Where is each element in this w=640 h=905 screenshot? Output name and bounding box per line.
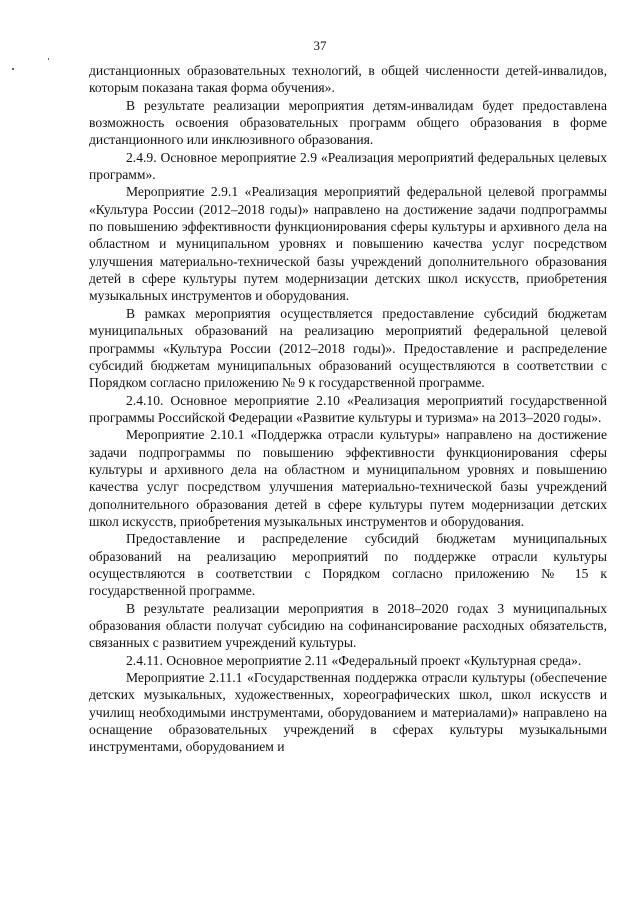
- paragraph: В результате реализации мероприятия в 2018–2020 годах 3 муниципальных образования области получат субсидию на софинансирование расходных обязательств, связанных с развитием учреждений культуры.: [89, 600, 607, 651]
- body-text: [89, 62, 607, 756]
- section-heading-2-4-10: 2.4.10. Основное мероприятие 2.10 «Реализация мероприятий государственной программы Российской Федерации «Развитие культуры и туризма» на 2013–2020 годы».: [89, 392, 607, 425]
- scan-speck: [12, 68, 14, 70]
- scan-speck: [48, 58, 49, 60]
- paragraph: Предоставление и распределение субсидий бюджетам муниципальных образований на реализацию мероприятий по поддержке отрасли культуры осуществляются в соответствии с Порядком согласно приложению № 15 к государственной программе.: [89, 531, 607, 599]
- page-number: 37: [313, 38, 327, 53]
- paragraph: Мероприятие 2.9.1 «Реализация мероприятий федеральной целевой программы «Культура России (2012–2018 годы)» направлено на достижение задачи подпрограммы по повышению эффективности функционирования сферы культуры и архивного дела на областном и муниципальном уровнях и повышению качества услуг посредством улучшения материально-технической базы учреждений дополнительного образования детей в сфере культуры путем модернизации детских школ искусств, приобретения музыкальных инструментов и оборудования.: [89, 184, 607, 304]
- section-heading-2-4-11: 2.4.11. Основное мероприятие 2.11 «Федеральный проект «Культурная среда».: [126, 652, 582, 668]
- section-heading-2-4-9: 2.4.9. Основное мероприятие 2.9 «Реализация мероприятий федеральных целевых программ».: [89, 149, 607, 183]
- paragraph: В результате реализации мероприятия детям-инвалидам будет предоставлена возможность освоения образовательных программ общего образования в форме дистанционного или инклюзивного образования.: [89, 97, 607, 148]
- paragraph-continuation: дистанционных образовательных технологий, в общей численности детей-инвалидов, которым показана такая форма обучения».: [89, 63, 607, 96]
- paragraph: Мероприятие 2.10.1 «Поддержка отрасли культуры» направлено на достижение задачи подпрограммы по повышению эффективности функционирования сферы культуры и архивного дела на областном и муниципальном уровнях и повышению качества услуг посредством улучшения материально-технической базы учреждений дополнительного образования детей в сфере культуры путем модернизации детских школ искусств, приобретения музыкальных инструментов и оборудования.: [89, 427, 607, 529]
- paragraph: Мероприятие 2.11.1 «Государственная поддержка отрасли культуры (обеспечение детских музыкальных, художественных, хореографических школ, школ искусств и училищ необходимыми инструментами, оборудованием и материалами)» направлено на оснащение образовательных учреждений в сферах культуры музыкальными инструментами, оборудованием и: [89, 670, 607, 755]
- paragraph: В рамках мероприятия осуществляется предоставление субсидий бюджетам муниципальных образований на реализацию мероприятий федеральной целевой программы «Культура России (2012–2018 годы)». Предоставление и распределение субсидий бюджетам муниципальных образований осуществляются в соответствии с Порядком согласно приложению № 9 к государственной программе.: [89, 305, 607, 391]
